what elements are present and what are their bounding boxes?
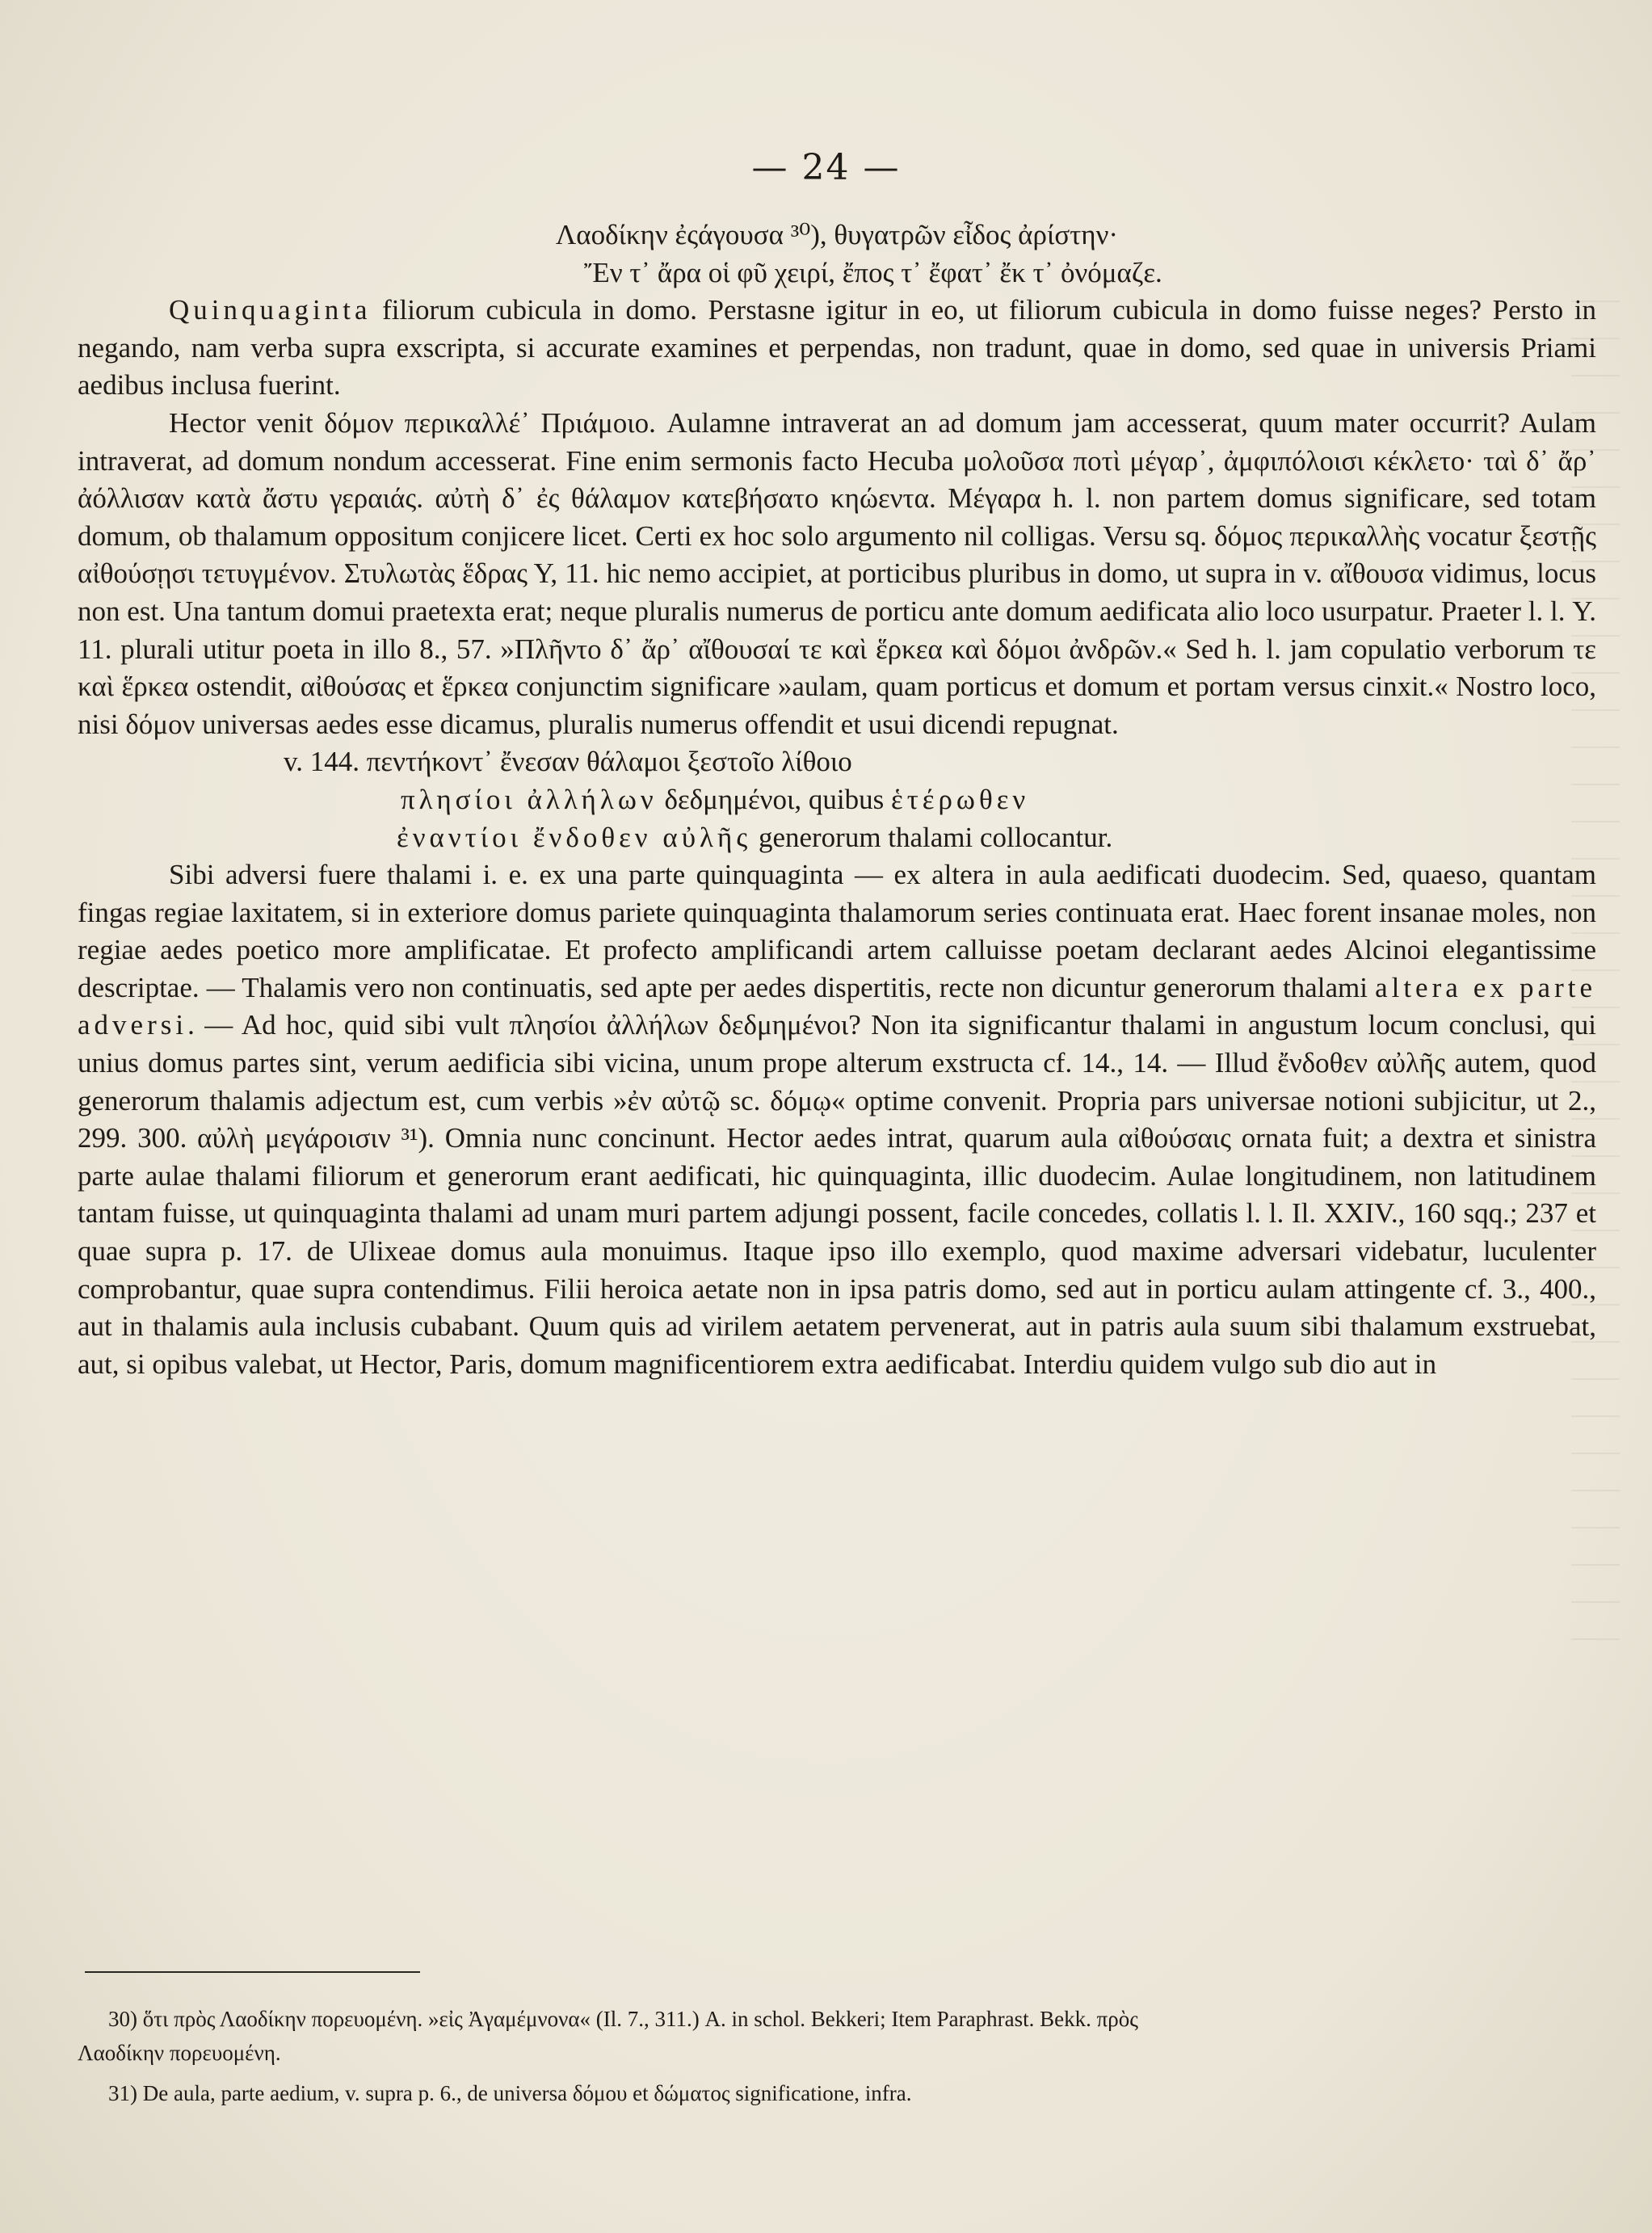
footnote-text: ὅτι πρὸς Λαοδίκην πορευομένη. »εἰς Ἀγαμέμνονα« (Il. 7., 311.) A. in schol. Bekkeri; Item Paraphrast. Bekk. πρὸς: [142, 2007, 1138, 2031]
verse-text: δεδμημένοι, quibus: [657, 783, 891, 815]
spaced-emphasis: Quinquaginta: [169, 294, 372, 326]
paragraph: [78, 856, 1596, 1383]
footnote-rule: [85, 1971, 420, 1973]
paragraph-text: filiorum cubicula in domo. Perstasne igitur in eo, ut filiorum cubicula in domo fuisse neges? Persto in negando, nam verba supra exscripta, si accurate examines et perpendas, non tradunt, quae in domo, sed quae in universis Priami aedibus inclusa fuerint.: [78, 294, 1596, 402]
paragraph-text: . — Ad hoc, quid sibi vult πλησίοι ἀλλήλων δεδμημένοι? Non ita significantur thalami in angustum locum conclusi, qui unius domus partes sint, verum aedificia sibi vicina, unum prope alterum exstructa cf. 14., 14. — Illud ἔνδοθεν αὐλῆς autem, quod generorum thalamis adjectum est, cum verbis »ἐν αὐτῷ sc. δόμῳ« optime convenit. Propria pars universae notioni subjicitur, ut 2., 299. 300. αὐλὴ μεγάροισιν ³¹). Omnia nunc concinunt. Hector aedes intrat, quarum aula αἰθούσαις ornata fuit; a dextra et sinistra parte aulae thalami filiorum et generorum erant aedificati, hic quinquaginta, illic duodecim. Aulae longitudinem, non latitudinem tantam fuisse, ut quinquaginta thalami ad unam muri partem adjungi possent, facile concedes, collatis l. l. Il. XXIV., 160 sqq.; 237 et quae supra p. 17. de Ulixeae domus aula monuimus. Itaque ipso illo exemplo, quod maxime adversari videbatur, luculenter comprobantur, quae supra contendimus. Filii heroica aetate non in ipsa patris domo, sed aut in porticu aulam attingente cf. 3., 400., aut in thalamis aula inclusis cubabant. Quum quis ad virilem aetatem pervenerat, aut in patris aula suum sibi thalamum exstruebat, aut, si opibus valebat, ut Hector, Paris, domum magnificentiorem extra aedificabat. Interdiu quidem vulgo sub dio aut in: [78, 1009, 1596, 1380]
paragraph: Hector venit δόμον περικαλλέ᾿ Πριάμοιο. Aulamne intraverat an ad domum jam accesserat, quum mater occurrit? Aulam intraverat, ad domum nondum accesserat. Fine enim sermonis facto Hecuba μολοῦσα ποτὶ μέγαρ᾿, ἀμφιπόλοισι κέκλετο· ταὶ δ᾿ ἄρ᾿ ἀόλλισαν κατὰ ἄστυ γεραιάς. αὐτὴ δ᾿ ἐς θάλαμον κατεβήσατο κηώεντα. Μέγαρα h. l. non partem domus significare, sed totam domum, ob thalamum oppositum conjicere licet. Certi ex hoc solo argumento nil colligas. Versu sq. δόμος περικαλλὴς vocatur ξεστῇς αἰθούσῃσι τετυγμένον. Στυλωτὰς ἕδρας Υ, 11. hic nemo accipiet, at porticibus pluribus in domo, ut supra in v. αἴθουσα vidimus, locus non est. Una tantum domui praetexta erat; neque pluralis numerus de porticu ante domum aedificata alio loco usurpatur. Praeter l. l. Υ. 11. plurali utitur poeta in illo 8., 57. »Πλῆντο δ᾿ ἄρ᾿ αἴθουσαί τε καὶ ἕρκεα καὶ δόμοι ἀνδρῶν.« Sed h. l. jam copulatio verborum τε καὶ ἕρκεα ostendit, αἰθούσας et ἕρκεα conjunctim significare »aulam, quam porticus et domum et portam versus cinxit.« Nostro loco, nisi δόμον universas aedes esse dicamus, pluralis numerus offendit et usui dicendi repugnat.: [78, 406, 1596, 740]
verse-line: v. 144. πεντήκοντ᾿ ἔνεσαν θάλαμοι ξεστοῖο λίθοιο: [284, 746, 852, 778]
paragraph-text: Sibi adversi fuere thalami i. e. ex una parte quinquaginta — ex altera in aula aedificati duodecim. Sed, quaeso, quantam fingas regiae laxitatem, si in exteriore domus pariete quinquaginta thalamorum series continuata erat. Haec forent insanae moles, non regiae aedes poetico more amplificatae. Et profecto amplificandi artem calluisse poetam declarant aedes Alcinoi elegantissime descriptae. — Thalamis vero non continuatis, sed apte per aedes dispertitis, recte non dicuntur generorum thalami: [78, 859, 1596, 1003]
paragraph: [78, 292, 1596, 405]
footnote-text-continued: Λαοδίκην πορευομένη.: [78, 2041, 281, 2065]
verse-line: [78, 819, 1596, 857]
spaced-emphasis: ἑτέρωθεν: [891, 783, 1030, 815]
footnote-mark: 30): [108, 2007, 137, 2031]
verse-line: Λαοδίκην ἐςάγουσα ³⁰), θυγατρῶν εἶδος ἀρίστην·: [555, 219, 1119, 250]
footnote-30: [78, 2002, 1596, 2070]
body-text: [78, 217, 1596, 1383]
verse-line: [78, 781, 1596, 819]
footnote-text: De aula, parte aedium, v. supra p. 6., de universa δόμου et δώματος significatione, infra.: [142, 2081, 912, 2105]
verse-line: Ἔν τ᾿ ἄρα οἱ φῦ χειρί, ἔπος τ᾿ ἔφατ᾿ ἔκ τ᾿ ὀνόμαζε.: [584, 256, 1162, 288]
footnote-mark: 31): [108, 2081, 137, 2105]
page-number: — 24 —: [751, 147, 901, 188]
verse-text: generorum thalami collocantur.: [751, 821, 1113, 853]
spaced-emphasis: πλησίοι ἀλλήλων: [401, 783, 658, 815]
spaced-emphasis: altera ex parte adversi: [78, 971, 1596, 1041]
verse-quote-1: [78, 217, 1596, 292]
spaced-emphasis: ἐναντίοι ἔνδοθεν αὐλῆς: [397, 821, 752, 853]
footnote-31: [78, 2076, 1596, 2110]
footnotes: [78, 2002, 1596, 2117]
verse-quote-2: [78, 743, 1596, 856]
